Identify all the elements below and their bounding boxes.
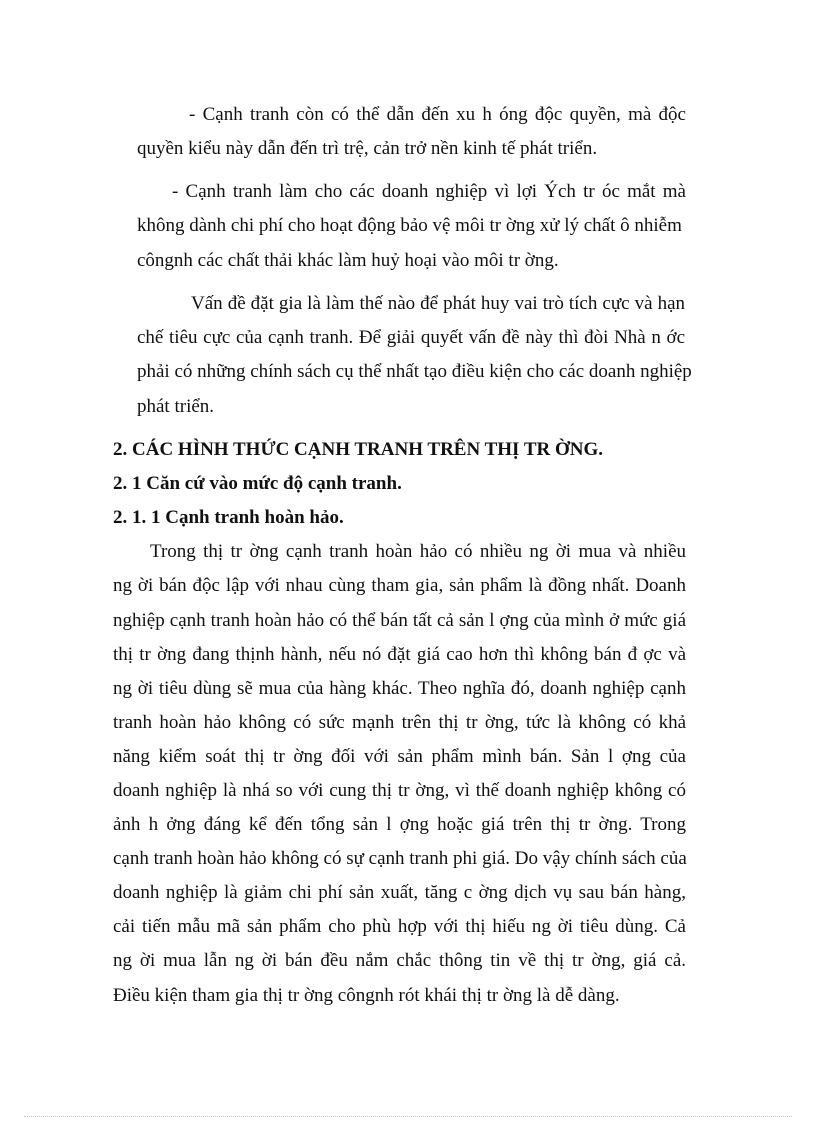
paragraph-line: - Cạnh tranh còn có thể dẫn đến xu h óng độc quyền, mà độc: [189, 104, 686, 125]
paragraph-line: chế tiêu cực của cạnh tranh. Để giải quyết vấn đề này thì đòi Nhà n ớc: [137, 327, 685, 348]
paragraph-line: doanh nghiệp là nhá so với cung thị tr ờng, vì thế doanh nghiệp không có: [113, 780, 686, 801]
paragraph-line: ng ời tiêu dùng sẽ mua của hàng khác. Theo nghĩa đó, doanh nghiệp cạnh: [113, 678, 686, 699]
paragraph-line: doanh nghiệp là giảm chi phí sản xuất, tăng c ờng dịch vụ sau bán hàng,: [113, 882, 686, 903]
section-heading: 2. CÁC HÌNH THỨC CẠNH TRANH TRÊN THỊ TR ỜNG.: [113, 439, 604, 460]
paragraph-line: không dành chi phí cho hoạt động bảo vệ môi tr ờng xử lý chất ô nhiễm: [137, 215, 682, 236]
paragraph-line: ng ời bán độc lập với nhau cùng tham gia, sản phẩm là đồng nhất. Doanh: [113, 575, 686, 596]
paragraph-line: côngnh các chất thải khác làm huỷ hoại vào môi tr ờng.: [137, 250, 559, 271]
paragraph-line: ảnh h ởng đáng kể đến tổng sản l ợng hoặc giá trên thị tr ờng. Trong: [113, 814, 686, 835]
paragraph-line: năng kiểm soát thị tr ờng đối với sản phẩm mình bán. Sản l ợng của: [113, 746, 686, 767]
paragraph-line: ng ời mua lẫn ng ời bán đều nắm chắc thông tin về thị tr ờng, giá cả.: [113, 950, 686, 971]
subsection-heading: 2. 1 Căn cứ vào mức độ cạnh tranh.: [113, 473, 402, 494]
paragraph-line: phát triển.: [137, 396, 215, 417]
paragraph-line: Điều kiện tham gia thị tr ờng côngnh rót khái thị tr ờng là dễ dàng.: [113, 985, 620, 1006]
paragraph-line: Vấn đề đặt gia là làm thế nào để phát huy vai trò tích cực và hạn: [191, 293, 685, 314]
paragraph-line: phải có những chính sách cụ thể nhất tạo điều kiện cho các doanh nghiệp: [137, 361, 692, 382]
paragraph-line: - Cạnh tranh làm cho các doanh nghiệp vì lợi Ých tr óc mắt mà: [172, 181, 686, 202]
paragraph-line: Trong thị tr ờng cạnh tranh hoàn hảo có nhiều ng ời mua và nhiều: [150, 541, 686, 562]
paragraph-line: cạnh tranh hoàn hảo không có sự cạnh tranh phi giá. Do vậy chính sách của: [113, 848, 687, 869]
paragraph-line: nghiệp cạnh tranh hoàn hảo có thể bán tất cả sản l ợng của mình ở mức giá: [113, 610, 686, 631]
paragraph-line: quyền kiểu này dẫn đến trì trệ, cản trở nền kinh tế phát triển.: [137, 138, 598, 159]
page-bottom-rule: [24, 1116, 792, 1117]
paragraph-line: cải tiến mẫu mã sản phẩm cho phù hợp với thị hiếu ng ời tiêu dùng. Cả: [113, 916, 686, 937]
subsubsection-heading: 2. 1. 1 Cạnh tranh hoàn hảo.: [113, 507, 344, 528]
paragraph-line: thị tr ờng đang thịnh hành, nếu nó đặt giá cao hơn thì không bán đ ợc và: [113, 644, 686, 665]
paragraph-line: tranh hoàn hảo không có sức mạnh trên thị tr ờng, tức là không có khả: [113, 712, 686, 733]
